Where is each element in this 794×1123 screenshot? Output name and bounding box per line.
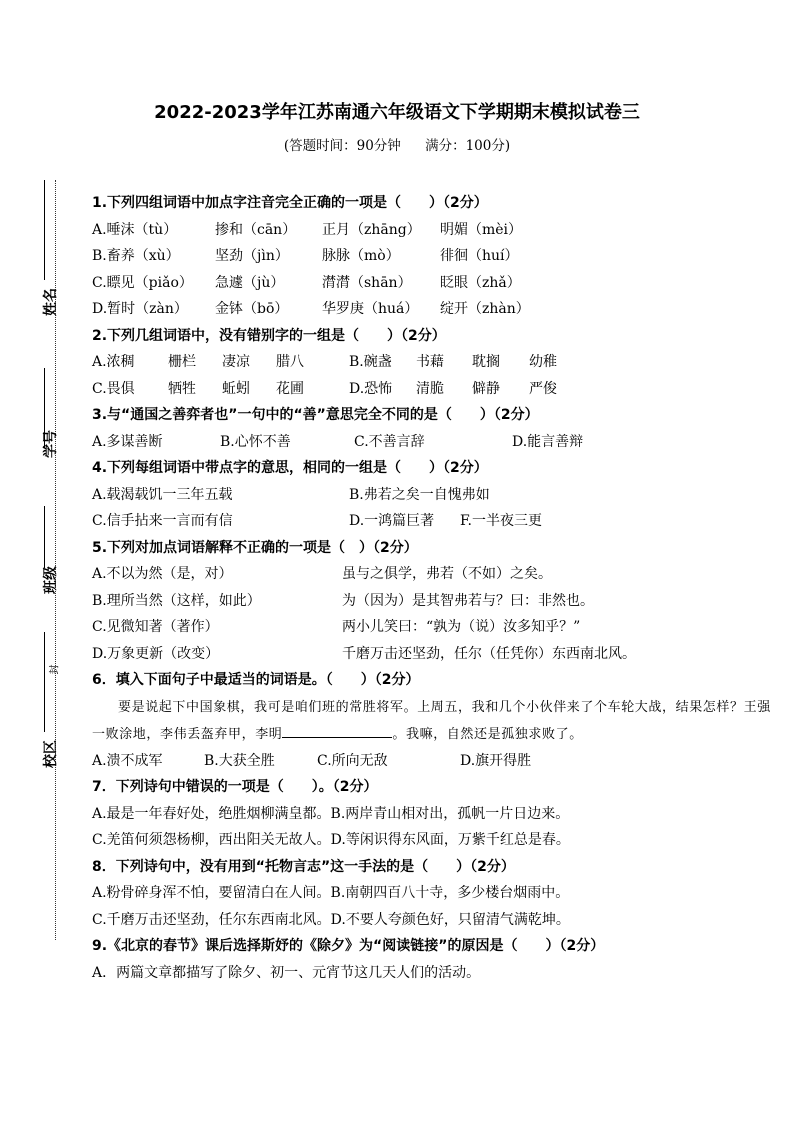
option[interactable]: D.能言善辩 <box>512 433 584 450</box>
option-sentence: 为（因为）是其智弗若与？曰：非然也。 <box>342 592 594 609</box>
option[interactable]: B.碗盏 <box>349 354 392 370</box>
option[interactable]: B.理所当然（这样，如此） <box>92 592 261 609</box>
option: 掺和（cān） <box>215 221 297 238</box>
word: 清脆 <box>416 380 444 397</box>
question-3-row <box>92 429 772 456</box>
option[interactable]: C.信手拈来一言而有信 <box>92 513 233 529</box>
word: 耽搁 <box>472 354 500 370</box>
option[interactable]: A.不以为然（是，对） <box>92 566 233 582</box>
option: 金钵（bō） <box>215 301 289 317</box>
question-3-stem: 3.与“通国之善弈者也”一句中的“善”意思完全不同的是（ ）（2分） <box>92 407 539 423</box>
option[interactable]: B.心怀不善 <box>220 433 291 450</box>
question-2-stem: 2.下列几组词语中，没有错别字的一组是（ ）（2分） <box>92 327 446 344</box>
option[interactable]: C.瞟见（piǎo） <box>92 274 193 291</box>
word: 幼稚 <box>529 354 557 370</box>
option[interactable]: C.不善言辞 <box>354 433 425 450</box>
option[interactable]: C.所向无敌 <box>317 752 388 769</box>
option: 正月（zhāng） <box>322 221 421 238</box>
option: 明媚（mèi） <box>440 221 523 238</box>
option[interactable]: C.畏俱 <box>92 380 135 397</box>
question-7-row: C.羌笛何须怨杨柳，西出阳关无故人。D.等闲识得东风面，万紫千红总是春。 <box>92 832 570 848</box>
fill-blank[interactable] <box>282 723 392 738</box>
exam-info <box>0 134 794 154</box>
school-label: 校区 <box>43 740 59 768</box>
option[interactable]: A.载渴载饥一三年五载 <box>92 486 233 503</box>
question-7-row: A.最是一年春好处，绝胜烟柳满皇都。B.两岸青山相对出，孤帆一片日边来。 <box>92 805 570 822</box>
option[interactable]: A.溃不成军 <box>92 752 163 769</box>
word: 书藉 <box>416 354 444 370</box>
word: 栅栏 <box>168 354 196 370</box>
question-8-row: A.粉骨碎身浑不怕，要留清白在人间。B.南朝四百八十寺，多少楼台烟雨中。 <box>92 885 570 901</box>
question-5-row <box>92 614 772 641</box>
option[interactable]: A.多谋善断 <box>92 433 163 450</box>
option-sentence: 虽与之俱学，弗若（不如）之矣。 <box>342 566 552 582</box>
exam-time: (答题时间：90分钟 <box>283 138 401 154</box>
question-6-passage <box>92 694 772 748</box>
word: 牺牲 <box>168 380 196 397</box>
option: 坚劲（jìn） <box>215 248 289 264</box>
option[interactable]: B.畜养（xù） <box>92 248 180 264</box>
option[interactable]: A.唾沫（tù） <box>92 221 178 238</box>
option[interactable]: D.一鸿篇巨著 <box>349 513 435 529</box>
option: 华罗庚（huá） <box>322 301 419 317</box>
option[interactable]: D.暂时（zàn） <box>92 301 188 317</box>
question-list <box>92 190 772 986</box>
option-sentence: 千磨万击还坚劲，任尔（任凭你）东西南北风。 <box>342 645 636 662</box>
option[interactable]: A.浓稠 <box>92 354 135 370</box>
option-sentence: 两小儿笑曰：“孰为（说）汝多知乎？” <box>342 619 581 635</box>
question-4-row <box>92 482 772 509</box>
question-9-row[interactable]: A．两篇文章都描写了除夕、初一、元宵节这几天人们的活动。 <box>92 964 481 981</box>
question-6-stem: 6．填入下面句子中最适当的词语是。（ ）（2分） <box>92 672 420 688</box>
option[interactable]: C.见微知著（著作） <box>92 619 219 635</box>
question-1-row <box>92 243 772 270</box>
passage-text: 。我嘛，自然还是孤独求败了。 <box>392 726 583 742</box>
question-5-row <box>92 641 772 668</box>
option: 潸潸（shān） <box>322 274 412 291</box>
question-5-row <box>92 561 772 588</box>
page-title: 2022-2023学年江苏南通六年级语文下学期期末模拟试卷三 <box>154 102 640 123</box>
option: 绽开（zhàn） <box>440 301 530 317</box>
word: 凄凉 <box>222 354 250 370</box>
exam-score: 满分：100分) <box>425 138 511 154</box>
question-5-row <box>92 588 772 615</box>
class-label: 班级 <box>43 566 59 594</box>
seal-mark: 封 <box>49 664 61 675</box>
question-1-stem: 1.下列四组词语中加点字注音完全正确的一项是（ ）（2分） <box>92 195 488 211</box>
student-id-label: 学号 <box>43 430 59 458</box>
question-4-stem: 4.下列每组词语中带点字的意思，相同的一组是（ ）（2分） <box>92 460 488 476</box>
word: 严俊 <box>529 380 557 397</box>
passage-text: 要是说起下中国象棋，我可是咱们班的常胜将军。上周五，我和几个小伙伴来了个车轮大战，结果怎样？王强一败涂地，李伟丢盔弃甲，李明 <box>92 699 771 742</box>
question-6-row <box>92 748 772 775</box>
question-1-row <box>92 217 772 244</box>
question-4-row <box>92 508 772 535</box>
option[interactable]: D.万象更新（改变） <box>92 645 220 662</box>
option: 徘徊（huí） <box>440 248 519 264</box>
question-8-row: C.千磨万击还坚劲，任尔东西南北风。D.不要人夸颜色好，只留清气满乾坤。 <box>92 911 570 928</box>
question-2-row <box>92 349 772 376</box>
option[interactable]: D.旗开得胜 <box>460 752 532 769</box>
option[interactable]: D.恐怖 <box>349 380 393 397</box>
question-8-stem: 8．下列诗句中，没有用到“托物言志”这一手法的是（ ）（2分） <box>92 858 515 875</box>
option: 眨眼（zhǎ） <box>440 274 521 291</box>
question-5-stem: 5.下列对加点词语解释不正确的一项是（ ）（2分） <box>92 539 418 556</box>
binding-margin <box>0 0 80 1123</box>
word: 花圃 <box>276 380 304 397</box>
word: 僻静 <box>472 380 500 397</box>
option[interactable]: B.弗若之矣一自愧弗如 <box>349 486 490 503</box>
option[interactable]: F.一半夜三更 <box>460 513 542 529</box>
option[interactable]: B.大获全胜 <box>204 752 275 769</box>
option: 急遽（jù） <box>215 274 285 291</box>
question-9-stem: 9.《北京的春节》课后选择斯妤的《除夕》为“阅读链接”的原因是（ ）（2分） <box>92 938 605 954</box>
question-7-stem: 7．下列诗句中错误的一项是（ ）。（2分） <box>92 779 378 795</box>
option: 脉脉（mò） <box>322 248 400 264</box>
word: 蚯蚓 <box>222 380 250 397</box>
question-1-row <box>92 270 772 297</box>
word: 腊八 <box>276 354 304 370</box>
question-1-row <box>92 296 772 323</box>
question-2-row <box>92 376 772 403</box>
name-label: 姓名 <box>43 288 59 316</box>
